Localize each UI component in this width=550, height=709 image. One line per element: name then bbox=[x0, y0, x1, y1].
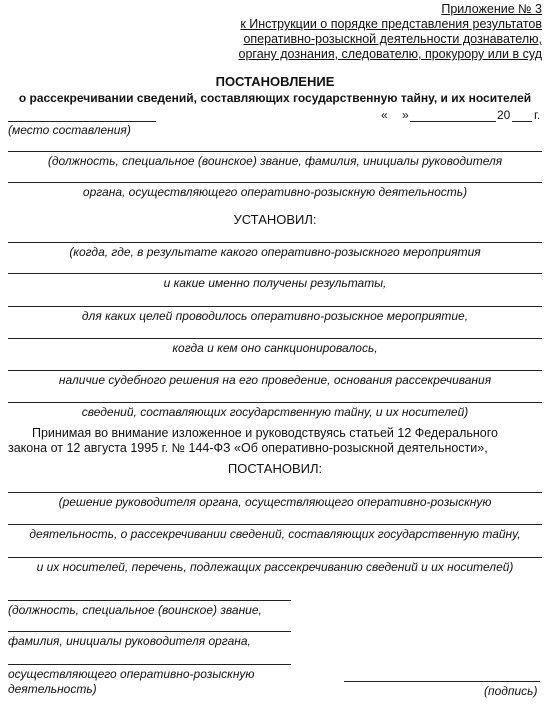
signature-hint: (подпись) bbox=[484, 684, 538, 698]
appendix-line-1: Приложение № 3 bbox=[441, 2, 542, 16]
appendix-header bbox=[239, 2, 543, 62]
established-hint-3: для каких целей проводилось оперативно-розыскное мероприятие, bbox=[81, 309, 469, 323]
resolved-label: ПОСТАНОВИЛ: bbox=[227, 461, 323, 476]
established-line-4 bbox=[8, 338, 542, 339]
paragraph-line-2: закона от 12 августа 1995 г. № 144-ФЗ «Об оперативно-розыскной деятельности», bbox=[8, 441, 488, 455]
signature-line bbox=[344, 681, 540, 682]
date-year-line bbox=[512, 121, 532, 122]
resolved-line-1 bbox=[8, 492, 542, 493]
signatory-hint-2: фамилия, инициалы руководителя органа, bbox=[8, 634, 251, 648]
established-hint-4: когда и кем оно санкционировалось, bbox=[172, 341, 378, 355]
signatory-hint-1: (должность, специальное (воинское) звание, bbox=[8, 603, 262, 617]
official-hint-1: (должность, специальное (воинское) звание, фамилия, инициалы руководителя bbox=[47, 154, 503, 168]
date-quote-close: » bbox=[402, 108, 409, 122]
resolved-line-2 bbox=[8, 524, 542, 525]
signatory-line-2 bbox=[8, 631, 291, 632]
resolved-hint-2: деятельность, о рассекречивании сведений, составляющих государственную тайну, bbox=[29, 527, 521, 541]
signatory-line-1 bbox=[8, 600, 291, 601]
date-month-line bbox=[410, 121, 496, 122]
place-hint: (место составления) bbox=[8, 123, 131, 137]
official-hint-2: органа, осуществляющего оперативно-розыскную деятельность) bbox=[82, 185, 468, 199]
date-quote-open: « bbox=[381, 108, 388, 122]
place-line bbox=[8, 121, 156, 122]
signatory-hint-4: деятельность) bbox=[8, 682, 97, 696]
appendix-line-3: оперативно-розыскной деятельности дознавателю, bbox=[243, 32, 542, 46]
resolved-hint-1: (решение руководителя органа, осуществляющего оперативно-розыскную bbox=[58, 495, 492, 509]
official-line-1 bbox=[8, 151, 542, 152]
date-year-prefix: 20 bbox=[497, 108, 511, 122]
established-hint-5: наличие судебного решения на его проведение, основания рассекречивания bbox=[58, 373, 492, 387]
appendix-line-2: к Инструкции о порядке представления результатов bbox=[240, 17, 542, 31]
established-line-5 bbox=[8, 370, 542, 371]
established-hint-6: сведений, составляющих государственную тайну, и их носителей) bbox=[81, 405, 469, 419]
signatory-line-3 bbox=[8, 664, 291, 665]
document-title: ПОСТАНОВЛЕНИЕ bbox=[215, 74, 335, 89]
established-line-3 bbox=[8, 306, 542, 307]
signatory-hint-3: осуществляющего оперативно-розыскную bbox=[8, 667, 255, 681]
established-hint-2: и какие именно получены результаты, bbox=[163, 276, 387, 290]
date-year-suffix: г. bbox=[534, 108, 541, 122]
paragraph-line-1: Принимая во внимание изложенное и руководствуясь статьей 12 Федерального bbox=[32, 426, 498, 440]
document-subtitle: о рассекречивании сведений, составляющих государственную тайну, и их носителей bbox=[18, 91, 532, 105]
established-line-6 bbox=[8, 402, 542, 403]
resolved-hint-3: и их носителей, перечень, подлежащих рассекречиванию сведений и их носителей) bbox=[36, 560, 514, 574]
official-line-2 bbox=[8, 182, 542, 183]
established-line-2 bbox=[8, 273, 542, 274]
resolved-line-3 bbox=[8, 557, 542, 558]
appendix-line-4: органу дознания, следователю, прокурору или в суд bbox=[238, 47, 542, 61]
established-label: УСТАНОВИЛ: bbox=[233, 212, 317, 227]
established-line-1 bbox=[8, 242, 542, 243]
established-hint-1: (когда, где, в результате какого оперативно-розыскного мероприятия bbox=[69, 245, 481, 259]
